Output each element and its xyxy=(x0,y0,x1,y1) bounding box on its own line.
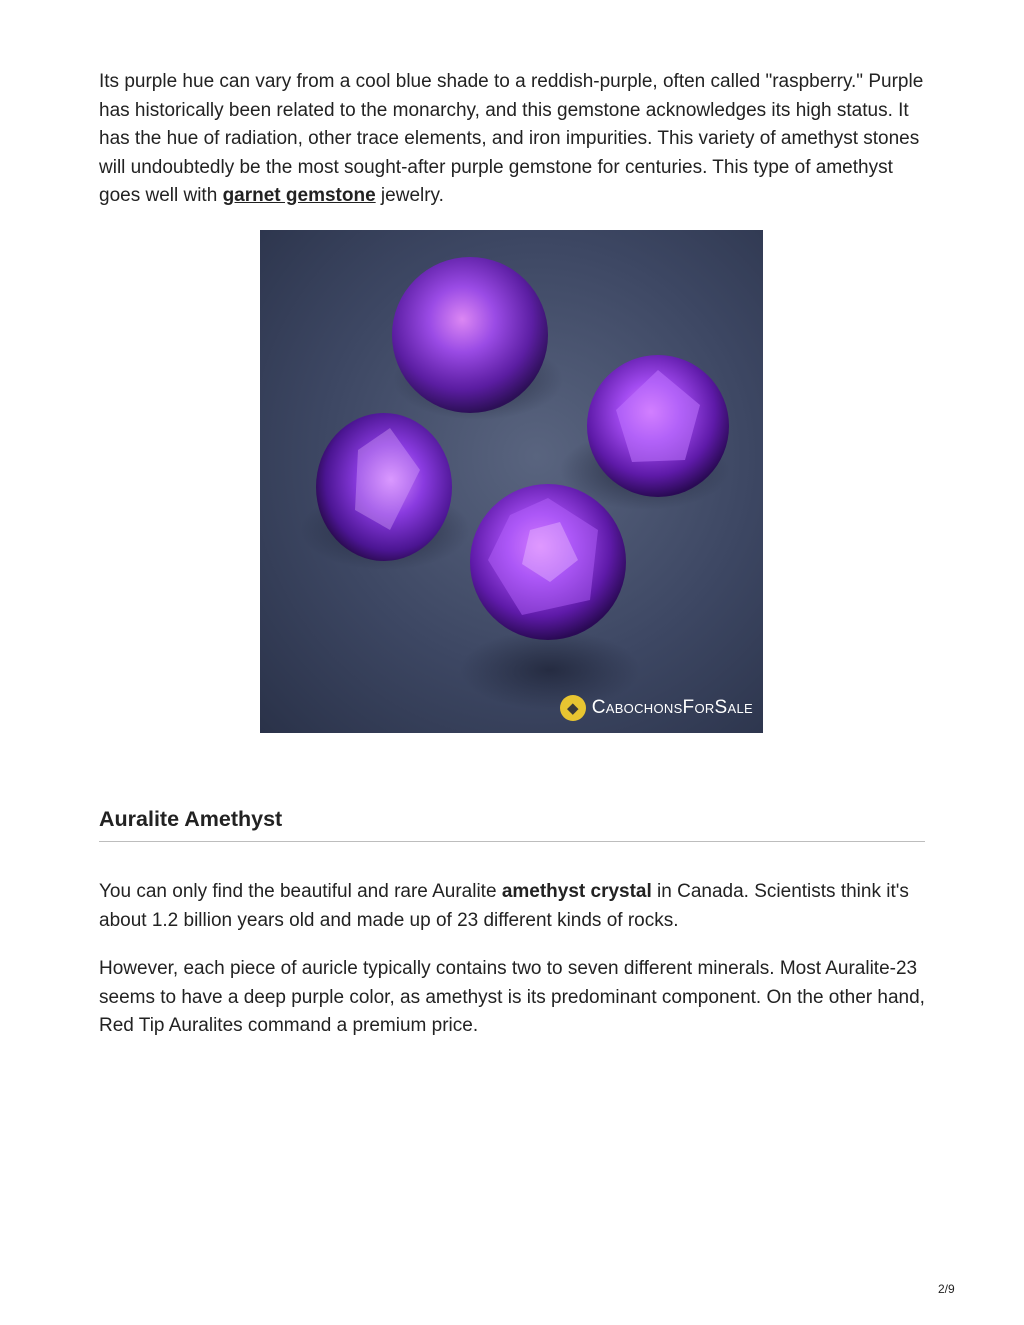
p1-text-end: in Canada. Scientists think it's about 1.2 billion years old and made up of 23 different kinds of rocks. xyxy=(99,881,909,931)
gem-icon: ◆ xyxy=(560,695,586,721)
photo-canvas xyxy=(260,230,763,733)
amethyst-photo xyxy=(260,230,763,733)
section-body xyxy=(99,878,925,1041)
intro-paragraph xyxy=(99,68,925,211)
gems-illustration xyxy=(260,230,763,733)
intro-text-end: jewelry. xyxy=(375,185,444,206)
section-heading-block xyxy=(99,804,925,834)
intro-text: Its purple hue can vary from a cool blue shade to a reddish-purple, often called "raspberry." Purple has historically been related to the monarchy, and this gemstone acknowledges its high status. It has the hue of radiation, other trace elements, and iron impurities. This variety of amethyst stones will undoubtedly be the most sought-after purple gemstone for centuries. This type of amethyst goes well with xyxy=(99,71,924,206)
section-paragraph-1 xyxy=(99,878,925,935)
intro-paragraph-block xyxy=(99,68,925,211)
section-paragraph-2: However, each piece of auricle typically contains two to seven different minerals. Most Auralite-23 seems to have a deep purple color, as amethyst is its predominant component. On the other hand, Red Tip Auralites command a premium price. xyxy=(99,958,925,1036)
logo-text: CabochonsForSale xyxy=(591,697,753,718)
heading-divider xyxy=(99,841,925,842)
garnet-gemstone-link[interactable]: garnet gemstone xyxy=(222,185,376,206)
amethyst-crystal-bold: amethyst crystal xyxy=(501,881,652,902)
page-number: 2/9 xyxy=(938,1282,955,1296)
cabochonsforsale-logo xyxy=(560,695,753,721)
gem-top xyxy=(392,257,548,413)
section-heading: Auralite Amethyst xyxy=(99,807,283,831)
p1-text: You can only find the beautiful and rare Auralite xyxy=(99,881,502,902)
